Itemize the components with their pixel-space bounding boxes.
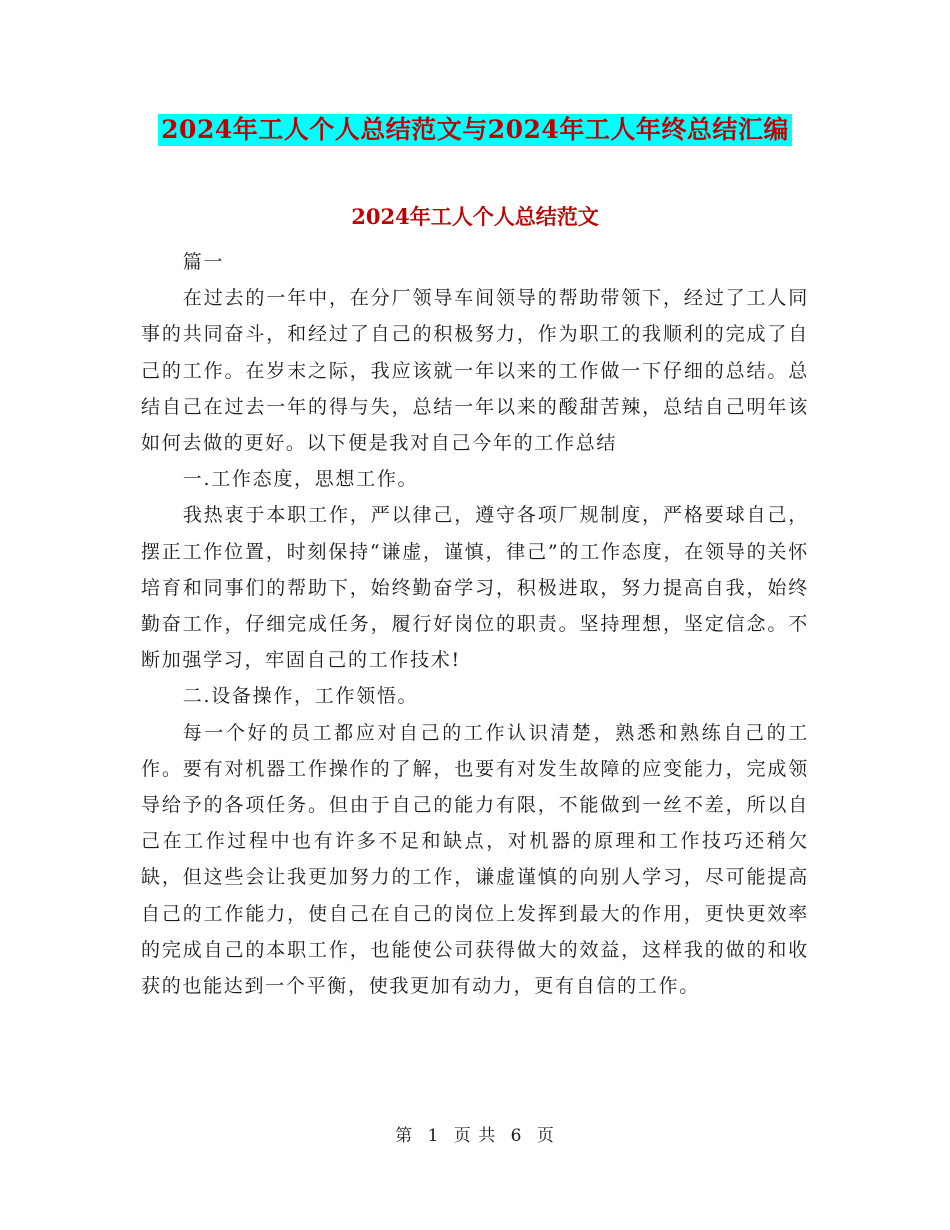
main-title-container [0, 114, 950, 146]
footer-mid: 页 共 [453, 1126, 497, 1146]
footer-suffix: 页 [536, 1126, 555, 1146]
paragraph-attitude: 我热衷于本职工作，严以律己，遵守各项厂规制度，严格要球自己，摆正工作位置，时刻保持“谦虚，谨慎，律己”的工作态度，在领导的关怀培育和同事们的帮助下，始终勤奋学习，积极进取，努力提高自我，始终勤奋工作，仔细完成任务，履行好岗位的职责。坚持理想，坚定信念。不断加强学习，牢固自己的工作技术! [141, 504, 809, 672]
footer-total-pages: 6 [510, 1126, 523, 1146]
paragraph-heading-attitude: 一.工作态度，思想工作。 [182, 468, 419, 491]
page-footer [0, 1125, 950, 1147]
paragraph-heading-part-one: 篇一 [182, 251, 225, 273]
footer-prefix: 第 [395, 1126, 414, 1146]
main-title: 2024年工人个人总结范文与2024年工人年终总结汇编 [158, 114, 792, 146]
document-body [141, 244, 809, 1004]
footer-page-number: 1 [427, 1126, 440, 1146]
paragraph-heading-equipment: 二.设备操作，工作领悟。 [182, 685, 419, 708]
paragraph-equipment: 每一个好的员工都应对自己的工作认识清楚，熟悉和熟练自己的工作。要有对机器工作操作的了解，也要有对发生故障的应变能力，完成领导给予的各项任务。但由于自己的能力有限，不能做到一丝不差，所以自己在工作过程中也有许多不足和缺点，对机器的原理和工作技巧还稍欠缺，但这些会让我更加努力的工作，谦虚谨慎的向别人学习，尽可能提高自己的工作能力，使自己在自己的岗位上发挥到最大的作用，更快更效率的完成自己的本职工作，也能使公司获得做大的效益，这样我的做的和收获的也能达到一个平衡，使我更加有动力，更有自信的工作。 [141, 721, 809, 998]
section-title: 2024年工人个人总结范文 [351, 204, 599, 229]
paragraph-intro: 在过去的一年中，在分厂领导车间领导的帮助带领下，经过了工人同事的共同奋斗，和经过了自己的积极努力，作为职工的我顺利的完成了自己的工作。在岁末之际，我应该就一年以来的工作做一下仔细的总结。总结自己在过去一年的得与失，总结一年以来的酸甜苦辣，总结自己明年该如何去做的更好。以下便是我对自己今年的工作总结 [141, 287, 809, 455]
